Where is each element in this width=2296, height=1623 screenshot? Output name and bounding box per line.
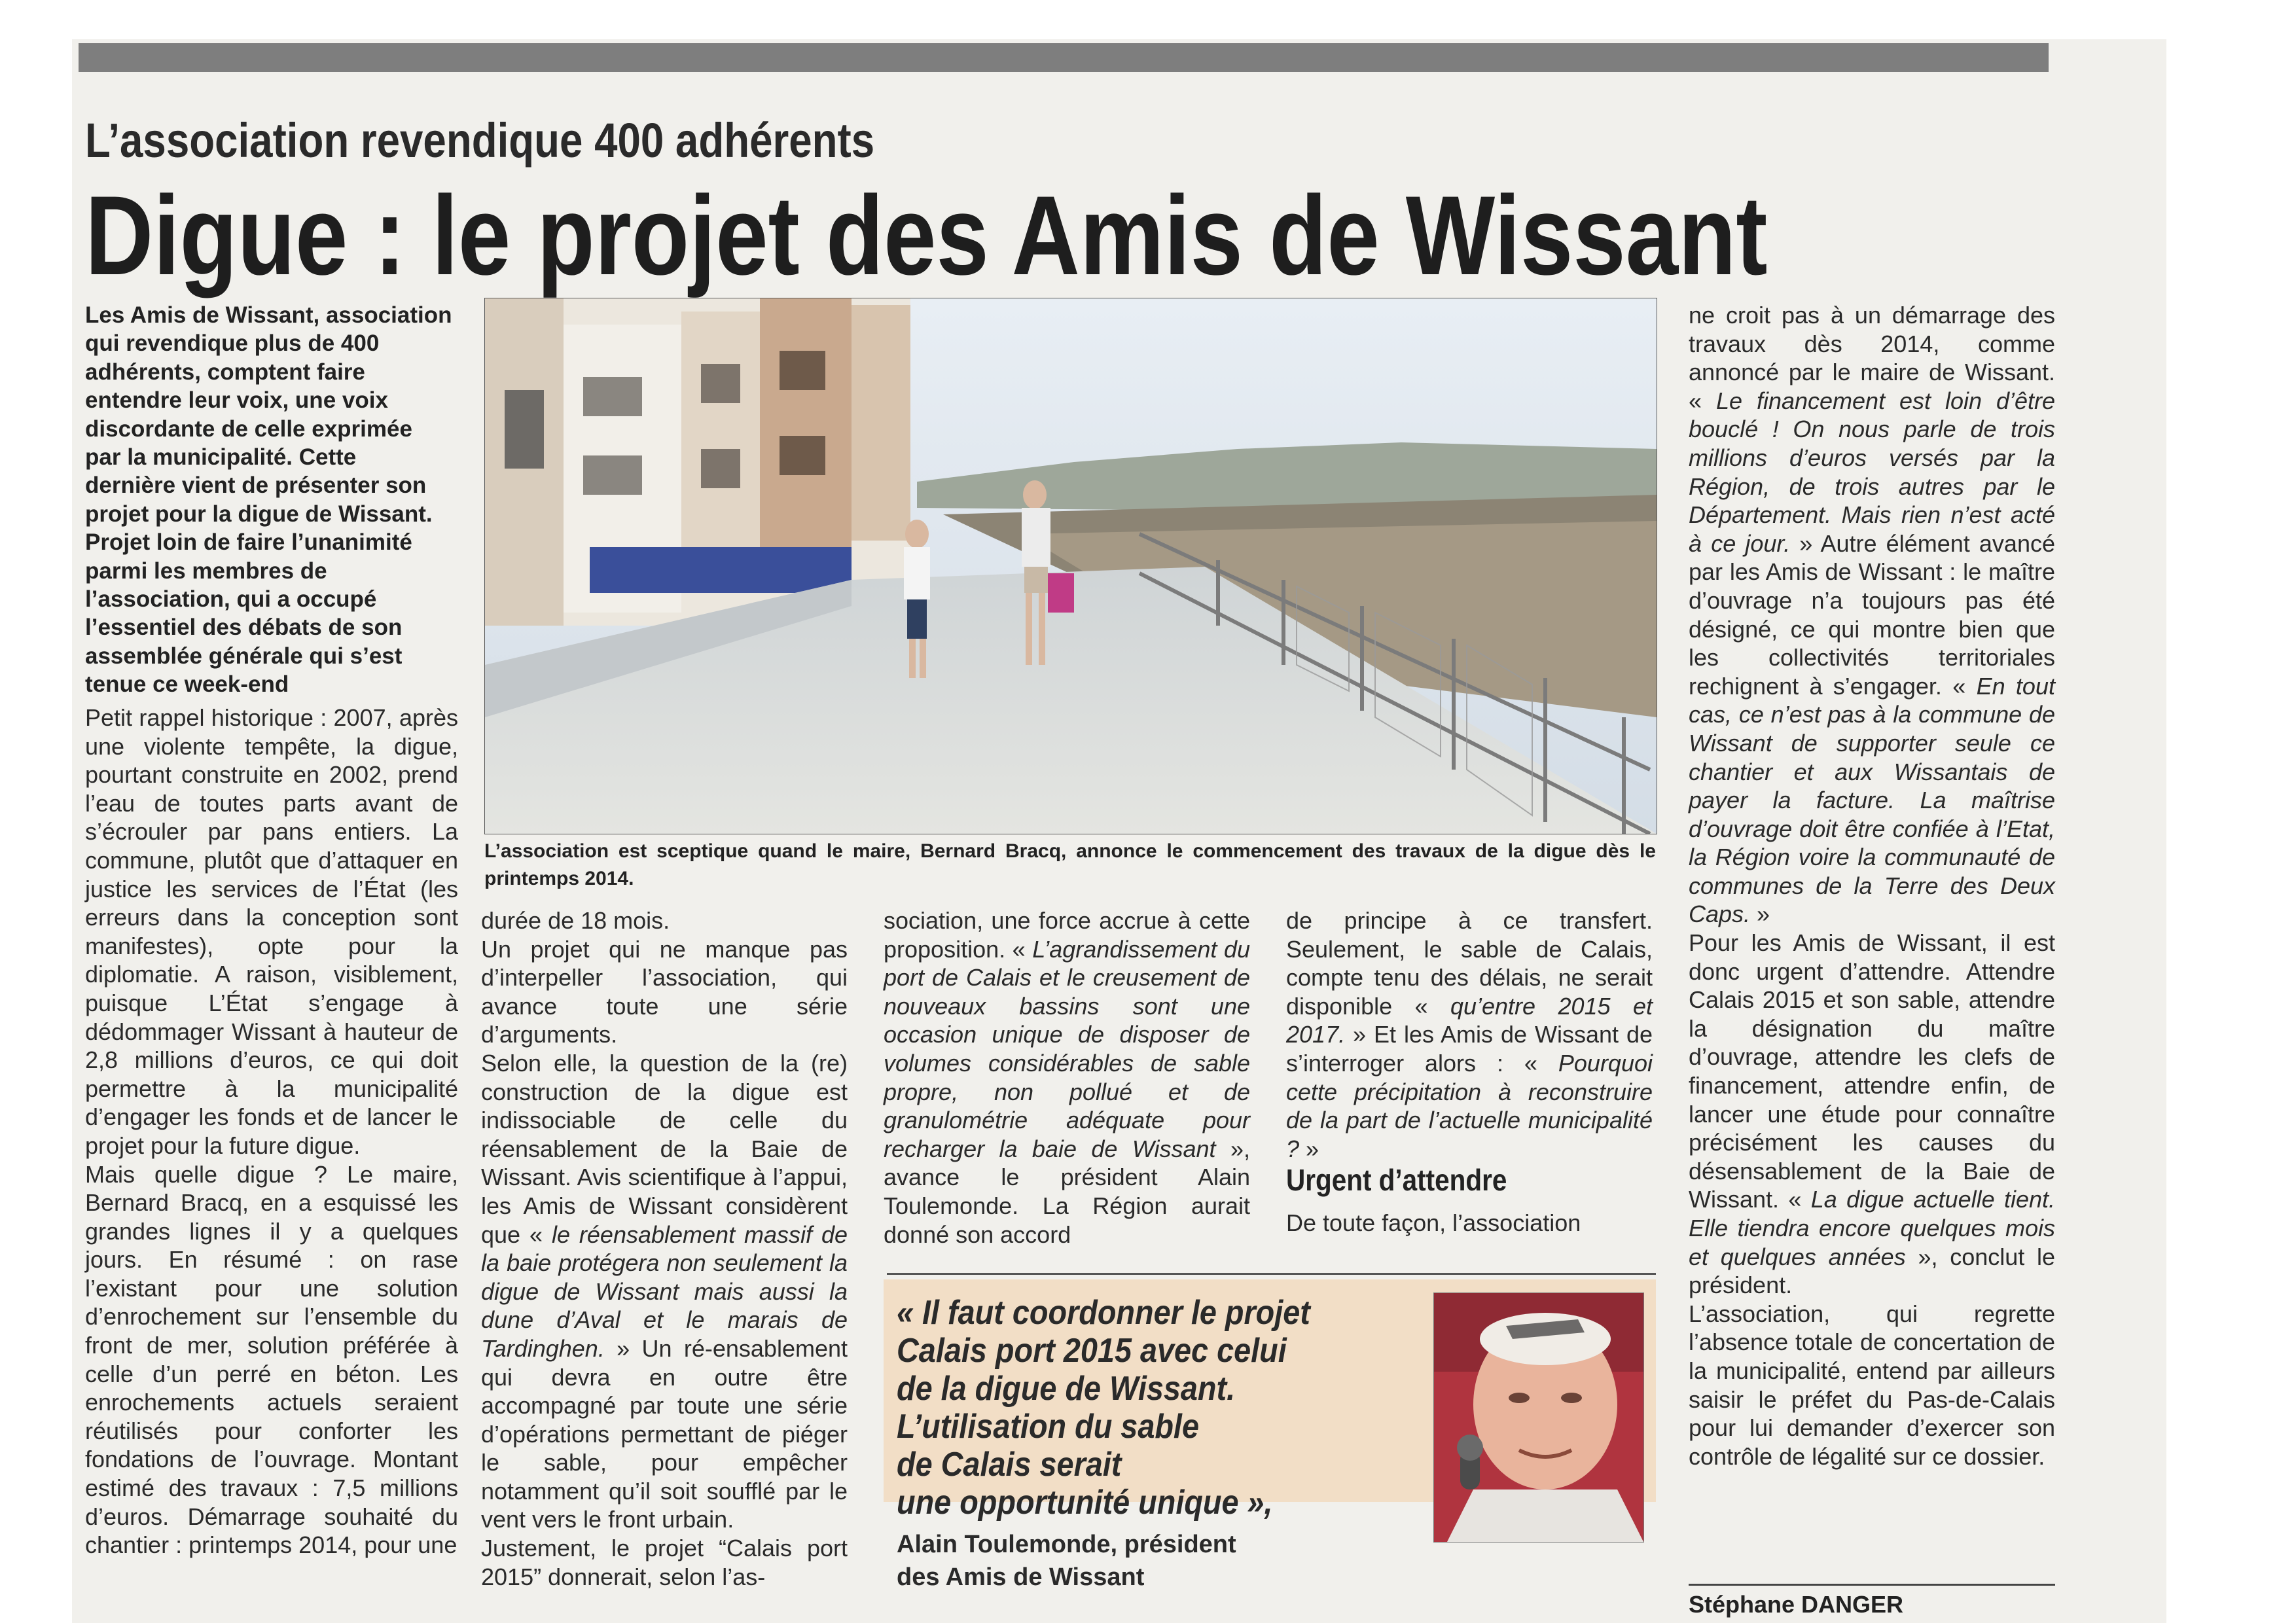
portrait-illustration <box>1434 1293 1643 1542</box>
article-column-4 <box>1286 906 1653 1163</box>
article-paragraph <box>1286 906 1653 1163</box>
text-run: » Autre élément avancé par les Amis de Wissant : le maître d’ouvrage n’a toujours pas été désigné, ce qui montre bien que les collectivités territoriales rechignent à s’engager. « <box>1689 529 2055 700</box>
article-column-1 <box>85 704 458 1560</box>
newspaper-page <box>72 39 2166 1623</box>
seafront-photo-illustration <box>485 298 1657 834</box>
article-column-3 <box>884 906 1250 1249</box>
lead-line: par la municipalité. Cette <box>85 444 357 471</box>
pull-quote <box>897 1294 1356 1522</box>
quote-line: une opportunité unique », <box>897 1484 1273 1522</box>
lead-line: discordante de celle exprimée <box>85 416 412 442</box>
attribution-org: des Amis de Wissant <box>897 1563 1145 1591</box>
quoted-text: L’agrandissement du port de Calais et le creusement de nouveaux bassins sont une occasion unique de disposer de volumes considérables de sable propre, non pollué et de granulométrie adéquate pour recharger la baie de Wissant <box>884 935 1250 1162</box>
quoted-text: En tout cas, ce n’est pas à la commune de Wissant de supporter seule ce chantier et aux Wissantais de payer la facture. La maîtrise d’ouvrage doit être confiée à l’Etat, la Région voire la communauté de communes de la Terre des Deux Caps. <box>1689 672 2055 928</box>
lead-line: adhérents, comptent faire <box>85 359 365 385</box>
article-paragraph: De toute façon, l’association <box>1286 1209 1581 1236</box>
lead-line: assemblée générale qui s’est <box>85 643 403 669</box>
seafront-photo <box>484 298 1657 834</box>
quote-line: de Calais serait <box>897 1446 1122 1484</box>
lead-line: Les Amis de Wissant, association <box>85 302 452 328</box>
text-run: » <box>1750 901 1770 928</box>
article-paragraph <box>884 906 1250 1249</box>
quote-line: « Il faut coordonner le projet <box>897 1294 1310 1332</box>
quote-line: L’utilisation du sable <box>897 1408 1199 1446</box>
lead-line: projet pour la digue de Wissant. <box>85 501 433 527</box>
lead-line: qui revendique plus de 400 <box>85 330 380 357</box>
quote-line: de la digue de Wissant. <box>897 1370 1236 1408</box>
attribution-name: Alain Toulemonde, président <box>897 1531 1236 1558</box>
article-paragraph: Justement, le projet “Calais port 2015” donnerait, selon l’as- <box>481 1535 848 1590</box>
quoted-text: qu’entre 2015 et 2017. <box>1286 992 1653 1048</box>
article-column-2 <box>481 906 848 1591</box>
kicker: L’association revendique 400 adhérents <box>85 113 875 168</box>
lead-line: l’association, qui a occupé <box>85 586 377 613</box>
byline-rule <box>1689 1584 2055 1586</box>
quote-divider <box>887 1273 1656 1275</box>
article-paragraph: Petit rappel historique : 2007, après une violente tempête, la digue, pourtant construite en 2002, prend l’eau de toutes parts avant de s’écrouler par pans entiers. La commune, plutôt que d’attaquer en justice les services de l’État (les erreurs dans la conception sont manifestes), opte pour la diplomatie. A raison, visiblement, puisque L’État s’engage à dédommager Wissant à hauteur de 2,8 millions d’euros, ce qui doit permettre à la municipalité d’engager les fonds et de lancer le projet pour la future digue. <box>85 704 458 1159</box>
article-paragraph: L’association, qui regrette l’absence totale de concertation de la municipalité, entend par ailleurs saisir le préfet du Pas-de-Calais pour lui demander d’exercer son contrôle de légalité sur ce dossier. <box>1689 1300 2055 1470</box>
byline: Stéphane DANGER <box>1689 1591 1904 1618</box>
quote-attribution <box>897 1528 1407 1594</box>
article-paragraph: Mais quelle digue ? Le maire, Bernard Bracq, en a esquissé les grandes lignes il y a quelques jours. En résumé : on rase l’existant pour une solution d’enrochement sur l’ensemble du front de mer, solution préférée à celle d’un perré en béton. Les enrochements actuels seraient réutilisés pour conforter les fondations de l’ouvrage. Montant estimé des travaux : 7,5 millions d’euros. Démarrage souhaité du chantier : printemps 2014, pour une <box>85 1160 458 1559</box>
article-paragraph <box>1689 929 2055 1300</box>
top-rule-bar <box>79 43 2049 72</box>
pull-quote-box <box>884 1279 1656 1594</box>
article-paragraph <box>1689 301 2055 929</box>
quote-line: Calais port 2015 avec celui <box>897 1332 1287 1370</box>
article-column-4-continued <box>1286 1209 1653 1238</box>
lead-line: tenue ce week-end <box>85 671 289 698</box>
lead-paragraph <box>85 301 458 699</box>
text-run: », avance le président Alain Toulemonde. La Région aurait donné son accord <box>884 1135 1250 1248</box>
quoted-text: Pourquoi cette précipitation à reconstruire de la part de l’actuelle municipalité ? <box>1286 1049 1653 1162</box>
text-run: Selon elle, la question de la (re) construction de la digue est indissociable de celle du réensablement de la Baie de Wissant. Avis scientifique à l’appui, les Amis de Wissant considèrent que « <box>481 1049 848 1248</box>
lead-line: l’essentiel des débats de son <box>85 615 403 641</box>
portrait-photo <box>1433 1293 1644 1543</box>
quoted-text: le réensablement massif de la baie protégera non seulement la digue de Wissant mais aussi la dune d’Aval et le marais de Tardinghen. <box>481 1221 848 1362</box>
lead-line: parmi les membres de <box>85 558 327 584</box>
article-paragraph: Un projet qui ne manque pas d’interpeller l’association, qui avance toute une série d’arguments. <box>481 935 848 1048</box>
headline: Digue : le projet des Amis de Wissant <box>85 173 1768 298</box>
article-paragraph: durée de 18 mois. <box>481 907 670 934</box>
lead-line: dernière vient de présenter son <box>85 473 427 499</box>
lead-line: entendre leur voix, une voix <box>85 387 388 414</box>
article-paragraph <box>481 1049 848 1534</box>
article-column-5 <box>1689 301 2055 1471</box>
quoted-text: La digue actuelle tient. Elle tiendra encore quelques mois et quelques années <box>1689 1186 2055 1270</box>
text-run: » Et les Amis de Wissant de s’interroger alors : « <box>1286 1021 1653 1077</box>
text-run: » Un ré-ensablement qui devra en outre être accompagné par toute une série d’opérations permettant de piéger le sable, pour empêcher notamment qu’il soit soufflé par le vent vers le front urbain. <box>481 1334 848 1533</box>
lead-line: Projet loin de faire l’unanimité <box>85 529 412 556</box>
text-run: sociation, une force accrue à cette proposition. « <box>884 907 1250 963</box>
text-run: », conclut le président. <box>1689 1243 2055 1299</box>
text-run: Pour les Amis de Wissant, il est donc urgent d’attendre. Attendre Calais 2015 et son sable, attendre la désignation du maître d’ouvrage, attendre les clefs de financement, attendre enfin, de lancer une étude pour connaître précisément les causes du désensablement de la Baie de Wissant. « <box>1689 929 2055 1213</box>
text-run: ne croit pas à un démarrage des travaux dès 2014, comme annoncé par le maire de Wissant. « <box>1689 302 2055 414</box>
text-run: de principe à ce transfert. Seulement, le sable de Calais, compte tenu des délais, ne serait disponible « <box>1286 907 1653 1020</box>
text-run: » <box>1299 1135 1319 1162</box>
subheading: Urgent d’attendre <box>1286 1163 1507 1197</box>
quoted-text: Le financement est loin d’être bouclé ! On nous parle de trois millions d’euros versés par la Région, de trois autres par le Département. Mais rien n’est acté à ce jour. <box>1689 387 2055 557</box>
photo-caption: L’association est sceptique quand le maire, Bernard Bracq, annonce le commencement des travaux de la digue dès le printemps 2014. <box>484 840 1656 889</box>
